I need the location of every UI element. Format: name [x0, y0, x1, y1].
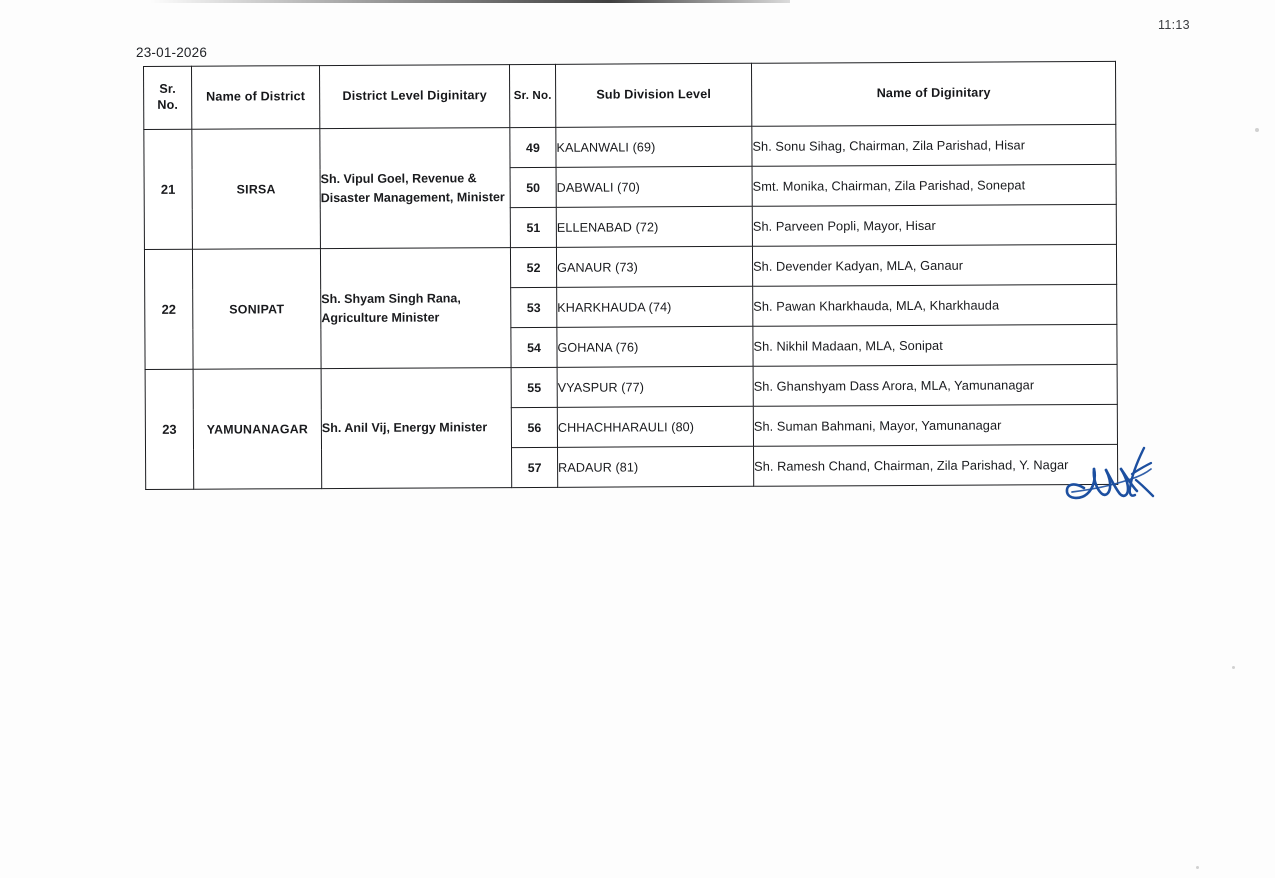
cell-district-name: YAMUNANAGAR — [193, 369, 322, 490]
cell-dignitary-name: Sh. Suman Bahmani, Mayor, Yamunanagar — [753, 404, 1117, 446]
table-body — [144, 124, 1118, 489]
scan-timestamp: 11:13 — [1158, 18, 1190, 32]
cell-sub-division: ELLENABAD (72) — [556, 206, 752, 247]
cell-dignitary-name: Sh. Ghanshyam Dass Arora, MLA, Yamunanagar — [753, 364, 1117, 406]
cell-dignitary-name: Sh. Nikhil Madaan, MLA, Sonipat — [753, 324, 1117, 366]
column-header-sr-no-line1: Sr. — [159, 82, 176, 97]
cell-sub-division: VYASPUR (77) — [557, 366, 753, 407]
dignitary-allocation-table — [143, 61, 1118, 490]
cell-sub-division: GANAUR (73) — [556, 246, 752, 287]
dignitary-table-container — [143, 61, 1117, 490]
column-header-district-level-dignitary: District Level Diginitary — [320, 65, 510, 129]
cell-district-name: SIRSA — [192, 129, 321, 250]
table-row — [145, 364, 1117, 409]
column-header-sr-no — [144, 66, 192, 129]
cell-dignitary-name: Smt. Monika, Chairman, Zila Parishad, Sonepat — [752, 164, 1116, 206]
cell-group-sr-no: 21 — [144, 129, 193, 249]
cell-sub-division: CHHACHHARAULI (80) — [557, 406, 753, 447]
scan-speck — [1255, 128, 1259, 132]
cell-dignitary-name: Sh. Ramesh Chand, Chairman, Zila Parishad, Y. Nagar — [753, 444, 1117, 486]
cell-district-name: SONIPAT — [192, 249, 321, 370]
cell-sub-sr-no: 53 — [511, 287, 557, 327]
table-header — [144, 61, 1116, 129]
column-header-sr-no-sub: Sr. No. — [509, 64, 555, 127]
cell-group-sr-no: 23 — [145, 369, 194, 489]
table-row — [144, 124, 1116, 169]
cell-sub-division: KHARKHAUDA (74) — [557, 286, 753, 327]
scan-speck — [1232, 666, 1235, 669]
cell-dignitary-name: Sh. Devender Kadyan, MLA, Ganaur — [752, 244, 1116, 286]
cell-sub-division: DABWALI (70) — [556, 166, 752, 207]
cell-sub-sr-no: 56 — [511, 407, 557, 447]
cell-sub-division: KALANWALI (69) — [556, 126, 752, 167]
column-header-sub-division-level: Sub Division Level — [555, 63, 751, 127]
cell-sub-sr-no: 52 — [510, 247, 556, 287]
cell-dignitary-name: Sh. Sonu Sihag, Chairman, Zila Parishad, Hisar — [752, 124, 1116, 166]
table-header-row — [144, 61, 1116, 129]
cell-sub-division: RADAUR (81) — [558, 446, 754, 487]
cell-district-level-dignitary: Sh. Vipul Goel, Revenue & Disaster Management, Minister — [320, 128, 511, 249]
cell-dignitary-name: Sh. Parveen Popli, Mayor, Hisar — [752, 204, 1116, 246]
cell-district-level-dignitary: Sh. Anil Vij, Energy Minister — [321, 368, 512, 489]
scan-speck — [1196, 866, 1199, 869]
cell-district-level-dignitary: Sh. Shyam Singh Rana, Agriculture Minister — [320, 248, 511, 369]
cell-sub-sr-no: 50 — [510, 167, 556, 207]
cell-sub-sr-no: 54 — [511, 327, 557, 367]
cell-dignitary-name: Sh. Pawan Kharkhauda, MLA, Kharkhauda — [753, 284, 1117, 326]
scan-edge-artifact — [150, 0, 790, 3]
cell-sub-sr-no: 55 — [511, 367, 557, 407]
cell-sub-sr-no: 49 — [510, 127, 556, 167]
cell-group-sr-no: 22 — [144, 249, 193, 369]
column-header-name-of-district: Name of District — [192, 66, 320, 130]
table-row — [144, 244, 1116, 289]
column-header-name-of-dignitary: Name of Diginitary — [751, 61, 1115, 126]
document-date: 23-01-2026 — [136, 45, 208, 60]
cell-sub-sr-no: 57 — [512, 447, 558, 487]
cell-sub-division: GOHANA (76) — [557, 326, 753, 367]
column-header-sr-no-line2: No. — [157, 97, 179, 112]
cell-sub-sr-no: 51 — [510, 207, 556, 247]
